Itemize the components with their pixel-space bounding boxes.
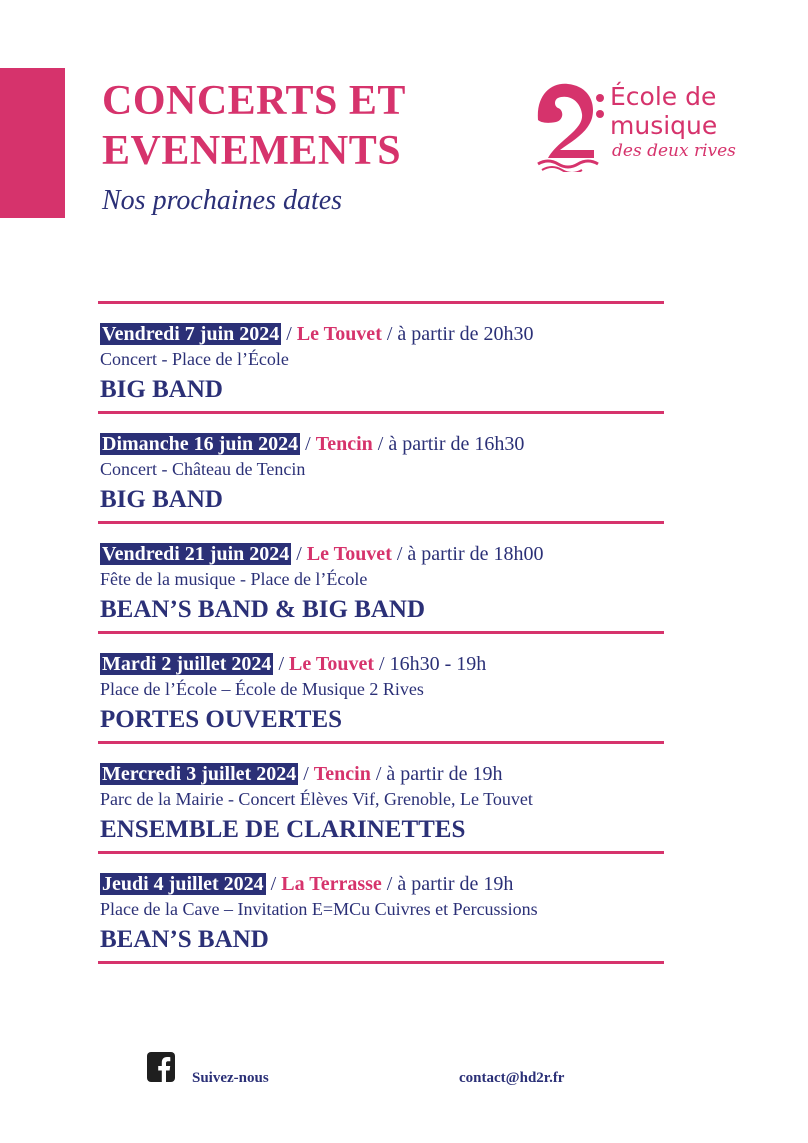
event-time: à partir de 18h00 (407, 543, 544, 565)
logo-line2: musique (610, 111, 718, 140)
divider (98, 961, 664, 964)
event-date: Jeudi 4 juillet 2024 (102, 873, 264, 895)
event-date: Dimanche 16 juin 2024 (102, 433, 299, 455)
event-place: Tencin (313, 763, 371, 785)
separator: / (286, 323, 292, 345)
separator: / (379, 653, 385, 675)
event-list (98, 301, 664, 964)
event-place: Le Touvet (296, 323, 382, 345)
event-time: à partir de 19h (386, 763, 503, 785)
separator: / (305, 433, 311, 455)
contact-email[interactable]: contact@hd2r.fr (459, 1070, 565, 1086)
school-logo (534, 80, 774, 172)
page-title (102, 76, 406, 176)
event-place: Le Touvet (289, 653, 375, 675)
event-date: Vendredi 7 juin 2024 (102, 323, 280, 345)
event-place: La Terrasse (281, 873, 382, 895)
event-detail: Parc de la Mairie - Concert Élèves Vif, Grenoble, Le Touvet (100, 789, 533, 809)
event-item (98, 524, 664, 631)
separator: / (377, 433, 384, 455)
event-item (98, 854, 664, 961)
separator: / (386, 323, 393, 345)
event-date: Mercredi 3 juillet 2024 (102, 763, 297, 785)
logo-line3: des deux rives (612, 141, 736, 161)
event-name: BIG BAND (100, 376, 223, 403)
separator: / (386, 873, 393, 895)
event-name: BEAN’S BAND & BIG BAND (100, 596, 426, 623)
separator: / (278, 653, 284, 675)
separator: / (396, 543, 403, 565)
page-title-line1: CONCERTS ET (102, 78, 406, 124)
event-date: Vendredi 21 juin 2024 (102, 543, 290, 565)
separator: / (270, 873, 277, 895)
event-detail: Place de l’École – École de Musique 2 Rives (100, 679, 424, 699)
event-name: PORTES OUVERTES (100, 706, 343, 733)
separator: / (296, 543, 302, 565)
separator: / (375, 763, 382, 785)
footer (0, 1052, 808, 1092)
event-date: Mardi 2 juillet 2024 (102, 653, 272, 675)
bass-clef-2-waves-icon (534, 80, 606, 172)
follow-us-link[interactable]: Suivez-nous (192, 1070, 269, 1086)
logo-line1: École de (610, 82, 717, 111)
event-detail: Concert - Château de Tencin (100, 459, 306, 479)
event-item (98, 304, 664, 411)
event-detail: Place de la Cave – Invitation E=MCu Cuivres et Percussions (100, 899, 538, 919)
event-place: Le Touvet (306, 543, 392, 565)
event-time: 16h30 - 19h (389, 653, 487, 675)
event-place: Tencin (315, 433, 373, 455)
event-time: à partir de 16h30 (388, 433, 525, 455)
event-detail: Concert - Place de l’École (100, 349, 289, 369)
event-name: ENSEMBLE DE CLARINETTES (100, 816, 466, 843)
page-title-line2: EVENEMENTS (102, 128, 402, 174)
facebook-icon[interactable] (147, 1052, 175, 1082)
event-time: à partir de 20h30 (397, 323, 534, 345)
event-name: BEAN’S BAND (100, 926, 269, 953)
event-item (98, 414, 664, 521)
separator: / (303, 763, 309, 785)
event-item (98, 634, 664, 741)
accent-side-bar (0, 68, 65, 218)
event-time: à partir de 19h (397, 873, 514, 895)
page-subtitle: Nos prochaines dates (102, 185, 343, 216)
event-detail: Fête de la musique - Place de l’École (100, 569, 368, 589)
event-item (98, 744, 664, 851)
event-name: BIG BAND (100, 486, 223, 513)
